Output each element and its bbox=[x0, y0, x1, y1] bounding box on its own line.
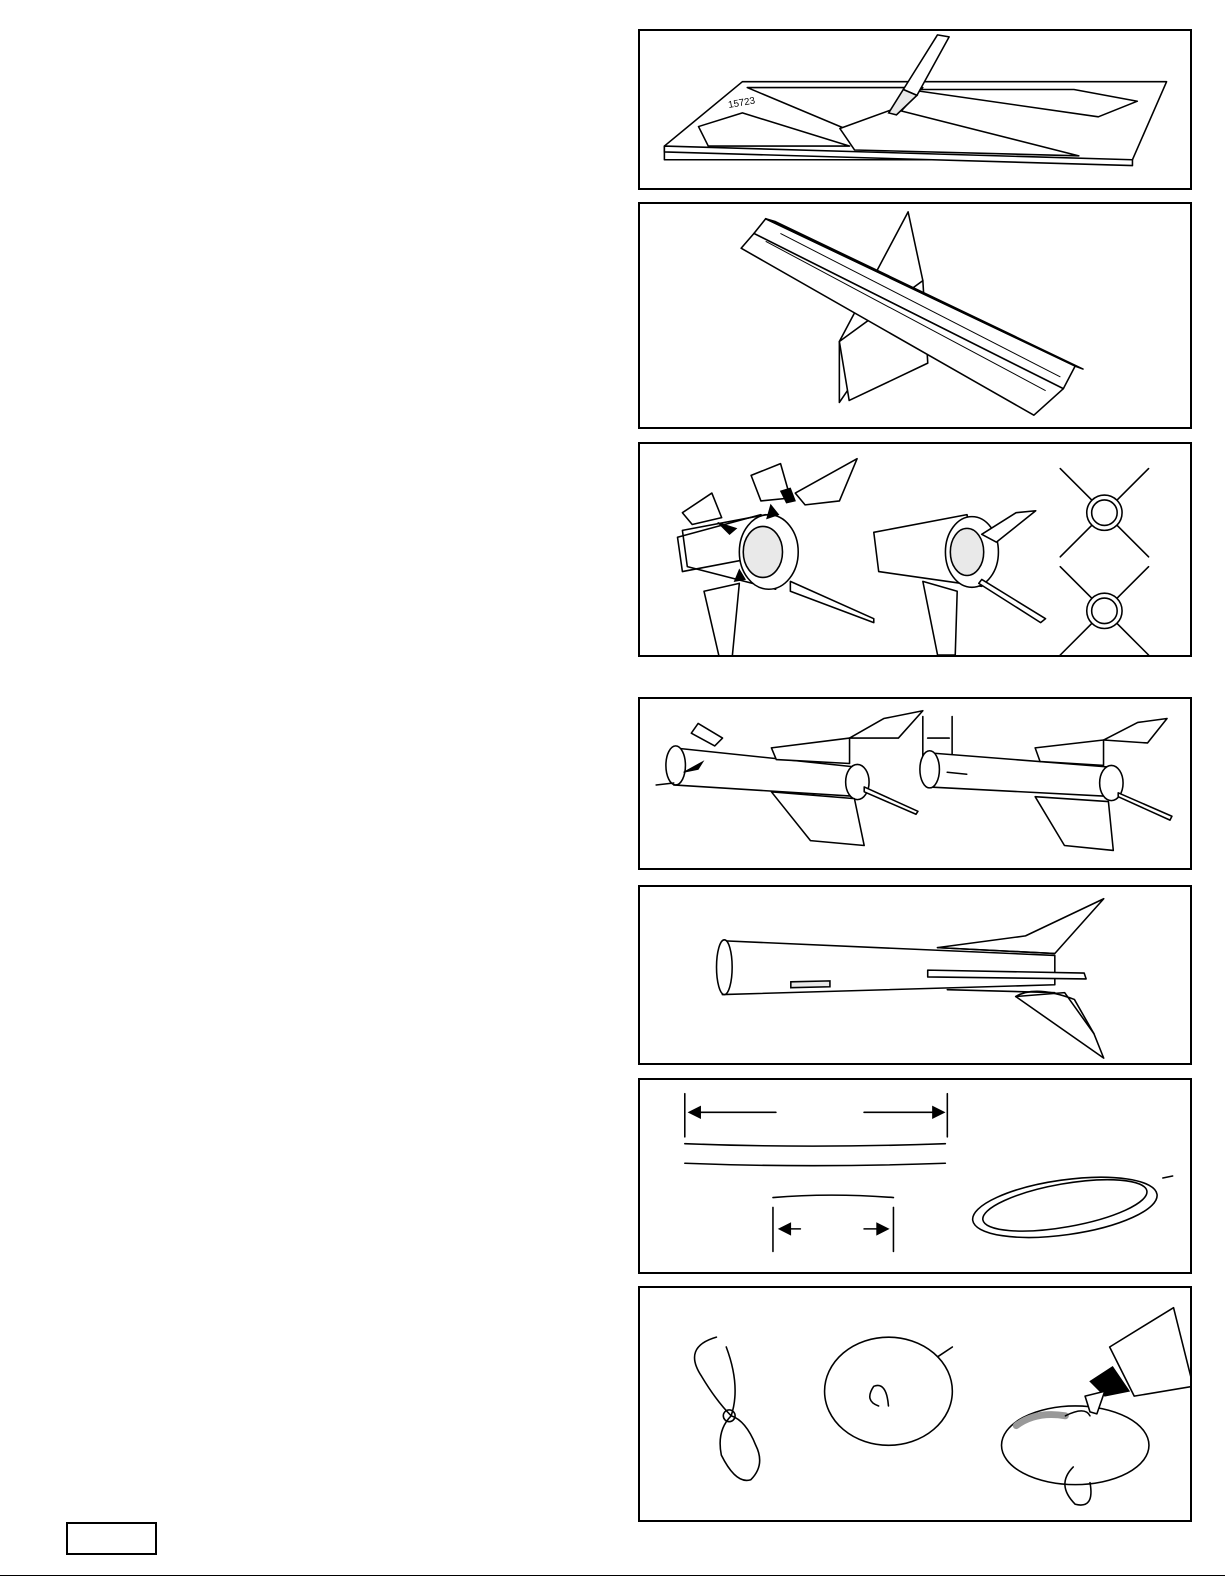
panel-fin-sheet bbox=[638, 29, 1192, 190]
panel-cord-knot bbox=[638, 1286, 1192, 1522]
fin-attachment-illustration bbox=[640, 444, 1190, 655]
panel-shock-cord bbox=[638, 1078, 1192, 1274]
panel-alignment-guide bbox=[638, 202, 1192, 429]
panel-glue-fillets bbox=[638, 885, 1192, 1065]
bottom-rule bbox=[0, 1575, 1225, 1576]
fin-sheet-illustration bbox=[640, 31, 1190, 188]
sheet-code: 15723 bbox=[727, 95, 756, 111]
page-number-box bbox=[66, 1522, 157, 1555]
glue-fillets-illustration bbox=[640, 887, 1190, 1063]
cord-knot-illustration bbox=[640, 1288, 1190, 1520]
end-view-top bbox=[1060, 469, 1148, 557]
panel-fin-attachment bbox=[638, 442, 1192, 657]
shock-cord-illustration bbox=[640, 1080, 1190, 1272]
launch-lug-illustration bbox=[640, 699, 1190, 868]
panel-launch-lug bbox=[638, 697, 1192, 870]
end-view-bottom bbox=[1060, 567, 1148, 655]
alignment-guide-illustration bbox=[640, 204, 1190, 427]
